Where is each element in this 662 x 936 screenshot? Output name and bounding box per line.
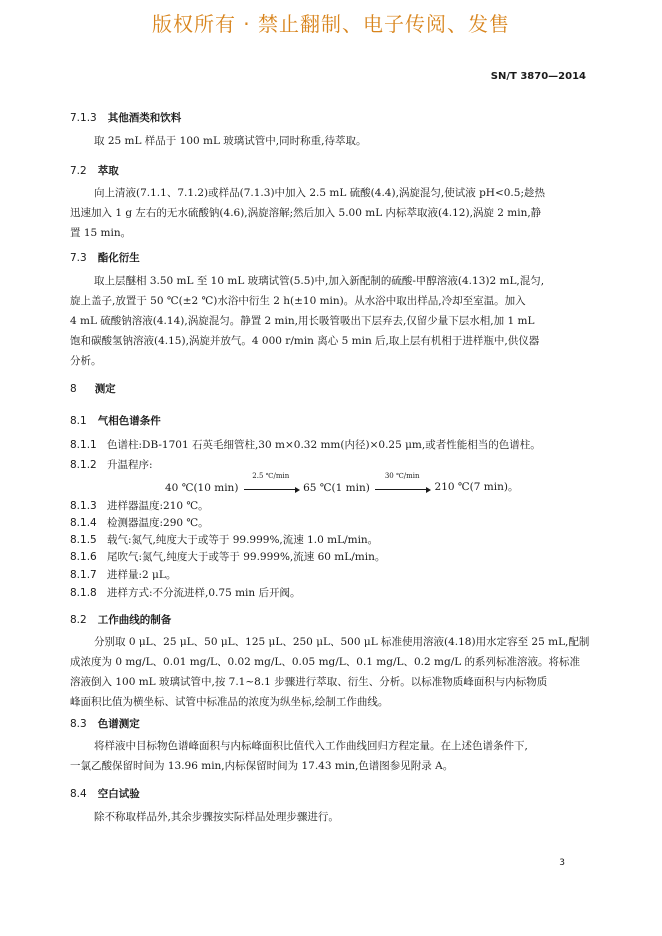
ramp-rate-1: 2.5 ℃/min: [252, 472, 290, 480]
section-8-3-body: [70, 736, 590, 776]
section-title: 酯化衍生: [97, 252, 140, 264]
item-text: 进样方式:不分流进样,0.75 min 后开阀。: [107, 587, 301, 599]
item-text: 载气:氮气,纯度大于或等于 99.999%,流速 1.0 mL/min。: [107, 534, 379, 546]
paragraph-line: 峰面积比值为横坐标、试管中标准品的浓度为纵坐标,绘制工作曲线。: [70, 696, 389, 708]
paragraph-line: 迅速加入 1 g 左右的无水硫酸钠(4.6),涡旋溶解;然后加入 5.00 mL 内标萃取液(4.12),涡旋 2 min,静: [70, 207, 542, 219]
item-number: 8.1.3: [70, 500, 97, 512]
section-title: 气相色谱条件: [97, 415, 161, 427]
section-title: 测定: [94, 383, 116, 395]
standard-number: SN/T 3870—2014: [490, 71, 586, 82]
arrow-right-icon: [295, 487, 300, 493]
item-text: 尾吹气:氮气,纯度大于或等于 99.999%,流速 60 mL/min。: [107, 551, 386, 563]
section-8-heading: [70, 381, 116, 396]
paragraph-line: 取 25 mL 样品于 100 mL 玻璃试管中,同时称重,待萃取。: [94, 135, 367, 147]
item-8-1-3: [70, 498, 209, 513]
section-7-3-heading: [70, 250, 140, 265]
item-8-1-4: [70, 515, 209, 530]
section-8-3-heading: [70, 716, 140, 731]
section-7-3-body: [70, 271, 590, 371]
section-number: 7.2: [70, 165, 87, 177]
page-number: 3: [559, 858, 565, 868]
section-8-2-heading: [70, 612, 171, 627]
item-text: 色谱柱:DB-1701 石英毛细管柱,30 m×0.32 mm(内径)×0.25 μm,或者性能相当的色谱柱。: [107, 439, 541, 451]
watermark-banner: 版权所有 · 禁止翻制、电子传阅、发售: [151, 12, 511, 36]
item-8-1-6: [70, 549, 385, 564]
arrow-right-icon: [426, 487, 431, 493]
section-number: 8.2: [70, 614, 87, 626]
item-8-1-2: [70, 457, 153, 472]
temperature-program-formula: [165, 472, 518, 502]
section-8-1-heading: [70, 413, 161, 428]
section-number: 8: [70, 383, 77, 395]
section-number: 8.1: [70, 415, 87, 427]
section-title: 工作曲线的制备: [97, 614, 172, 626]
section-title: 色谱测定: [97, 718, 140, 730]
paragraph-line: 4 mL 硫酸钠溶液(4.14),涡旋混匀。静置 2 min,用长吸管吸出下层弃去,仅留少量下层水相,加 1 mL: [70, 315, 535, 327]
item-number: 8.1.8: [70, 587, 97, 599]
section-8-4-body: [70, 807, 590, 827]
end-temperature: 210 ℃(7 min)。: [434, 481, 519, 493]
item-8-1-1: [70, 437, 541, 452]
paragraph-line: 分别取 0 μL、25 μL、50 μL、125 μL、250 μL、500 μL 标准使用溶液(4.18)用水定容至 25 mL,配制: [94, 636, 590, 648]
item-text: 进样量:2 μL。: [107, 569, 177, 581]
item-8-1-8: [70, 585, 301, 600]
item-text: 检测器温度:290 ℃。: [107, 517, 209, 529]
mid-temperature: 65 ℃(1 min): [303, 482, 370, 494]
section-7-2-body: [70, 183, 590, 243]
paragraph-line: 溶液倒入 100 mL 玻璃试管中,按 7.1~8.1 步骤进行萃取、衍生、分析。以标准物质峰面积与内标物质: [70, 676, 548, 688]
section-7-1-3-heading: [70, 110, 181, 125]
section-title: 空白试验: [97, 788, 140, 800]
start-temperature: 40 ℃(10 min): [165, 482, 239, 494]
paragraph-line: 除不称取样品外,其余步骤按实际样品处理步骤进行。: [94, 811, 339, 823]
item-8-1-5: [70, 532, 378, 547]
ramp-arrow-1: [244, 472, 298, 494]
paragraph-line: 旋上盖子,放置于 50 ℃(±2 ℃)水浴中衍生 2 h(±10 min)。从水浴中取出样品,冷却至室温。加入: [70, 295, 526, 307]
section-title: 其他酒类和饮料: [107, 112, 182, 124]
section-8-2-body: [70, 632, 590, 712]
section-8-4-heading: [70, 786, 140, 801]
paragraph-line: 向上清液(7.1.1、7.1.2)或样品(7.1.3)中加入 2.5 mL 硫酸(4.4),涡旋混匀,使试液 pH<0.5;趁热: [94, 187, 545, 199]
item-8-1-7: [70, 567, 176, 582]
paragraph-line: 将样液中目标物色谱峰面积与内标峰面积比值代入工作曲线回归方程定量。在上述色谱条件下,: [94, 740, 528, 752]
section-number: 8.4: [70, 788, 87, 800]
item-text: 进样器温度:210 ℃。: [107, 500, 209, 512]
paragraph-line: 成浓度为 0 mg/L、0.01 mg/L、0.02 mg/L、0.05 mg/L、0.1 mg/L、0.2 mg/L 的系列标准溶液。将标准: [70, 656, 581, 668]
section-7-1-3-body: [70, 131, 590, 151]
paragraph-line: 置 15 min。: [70, 227, 132, 239]
item-text: 升温程序:: [107, 459, 153, 471]
item-number: 8.1.1: [70, 439, 97, 451]
paragraph-line: 取上层醚相 3.50 mL 至 10 mL 玻璃试管(5.5)中,加入新配制的硫酸-甲醇溶液(4.13)2 mL,混匀,: [94, 275, 545, 287]
item-number: 8.1.6: [70, 551, 97, 563]
ramp-arrow-2: [375, 472, 429, 494]
section-7-2-heading: [70, 163, 119, 178]
paragraph-line: 一氯乙酸保留时间为 13.96 min,内标保留时间为 17.43 min,色谱图参见附录 A。: [70, 760, 454, 772]
section-title: 萃取: [97, 165, 119, 177]
section-number: 8.3: [70, 718, 87, 730]
section-number: 7.1.3: [70, 112, 97, 124]
paragraph-line: 分析。: [70, 355, 102, 367]
section-number: 7.3: [70, 252, 87, 264]
item-number: 8.1.2: [70, 459, 97, 471]
item-number: 8.1.7: [70, 569, 97, 581]
ramp-rate-2: 30 ℃/min: [384, 472, 420, 480]
item-number: 8.1.4: [70, 517, 97, 529]
paragraph-line: 饱和碳酸氢钠溶液(4.15),涡旋并放气。4 000 r/min 离心 5 min 后,取上层有机相于进样瓶中,供仪器: [70, 335, 540, 347]
item-number: 8.1.5: [70, 534, 97, 546]
